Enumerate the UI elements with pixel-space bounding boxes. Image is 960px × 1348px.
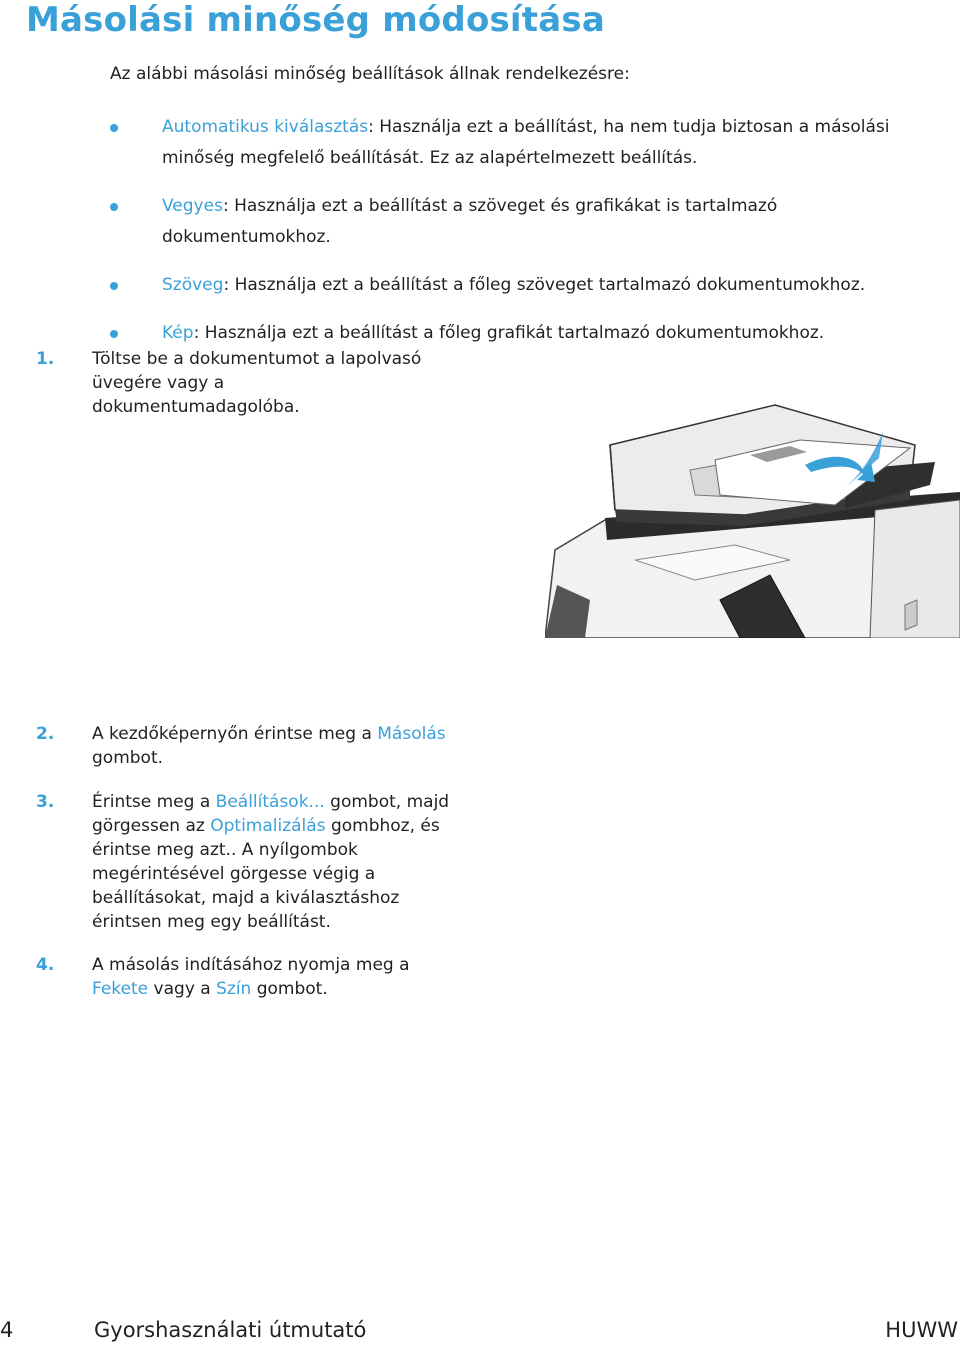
printer-illustration [545, 400, 960, 638]
page-title: Másolási minőség módosítása [26, 0, 605, 40]
step-text-part: gombhoz, és érintse meg azt.. A nyílgombok megérintésével görgesse végig a beállításokat, majd a kiválasztáshoz érintsen meg egy beállítást. [92, 816, 440, 932]
bullet-icon [110, 330, 118, 338]
option-desc: : Használja ezt a beállítást a szöveget és grafikákat is tartalmazó dokumentumokhoz. [162, 196, 778, 247]
option-name: Automatikus kiválasztás [162, 117, 369, 137]
step-text [92, 722, 456, 770]
option-desc: : Használja ezt a beállítást a főleg szöveget tartalmazó dokumentumokhoz. [223, 275, 866, 295]
quality-options-list [110, 112, 930, 366]
step-number: 4. [36, 955, 55, 975]
document-code: HUWW [885, 1318, 958, 1342]
option-desc: : Használja ezt a beállítást a főleg grafikát tartalmazó dokumentumokhoz. [193, 323, 825, 343]
bullet-icon [110, 124, 118, 132]
guide-name: Gyorshasználati útmutató [94, 1318, 367, 1342]
step-number: 2. [36, 724, 55, 744]
step-text: Töltse be a dokumentumot a lapolvasó üvegére vagy a dokumentumadagolóba. [92, 349, 422, 417]
option-name: Kép [162, 323, 194, 343]
step-text-part: vagy a [148, 979, 217, 999]
bullet-icon [110, 203, 118, 211]
copy-button-ref: Másolás [377, 724, 446, 744]
step-text-part: gombot. [251, 979, 328, 999]
color-button-ref: Szín [216, 979, 252, 999]
list-item [110, 318, 930, 349]
step-text [92, 953, 456, 1001]
step-number: 1. [36, 349, 55, 369]
step-text-part: A kezdőképernyőn érintse meg a [92, 724, 378, 744]
list-item [110, 191, 930, 253]
page-number: 4 [0, 1318, 14, 1342]
step-number: 3. [36, 792, 55, 812]
list-item [110, 112, 930, 174]
step-text-part: A másolás indításához nyomja meg a [92, 955, 410, 975]
step-text-part: gombot. [92, 748, 164, 768]
intro-text: Az alábbi másolási minőség beállítások állnak rendelkezésre: [110, 64, 630, 84]
step-1 [36, 347, 436, 419]
step-2 [36, 722, 456, 770]
step-3 [36, 790, 456, 934]
option-desc: : Használja ezt a beállítást, ha nem tudja biztosan a másolási minőség megfelelő beállítását. Ez az alapértelmezett beállítás. [162, 117, 890, 168]
list-item [110, 270, 930, 301]
optimize-button-ref: Optimalizálás [210, 816, 326, 836]
option-name: Vegyes [162, 196, 223, 216]
black-button-ref: Fekete [92, 979, 149, 999]
step-4 [36, 953, 456, 1001]
settings-button-ref: Beállítások... [215, 792, 325, 812]
step-text-part: gombot, majd görgessen az [92, 792, 450, 836]
bullet-icon [110, 282, 118, 290]
option-name: Szöveg [162, 275, 224, 295]
step-text-part: Érintse meg a [92, 792, 216, 812]
step-text [92, 790, 456, 934]
